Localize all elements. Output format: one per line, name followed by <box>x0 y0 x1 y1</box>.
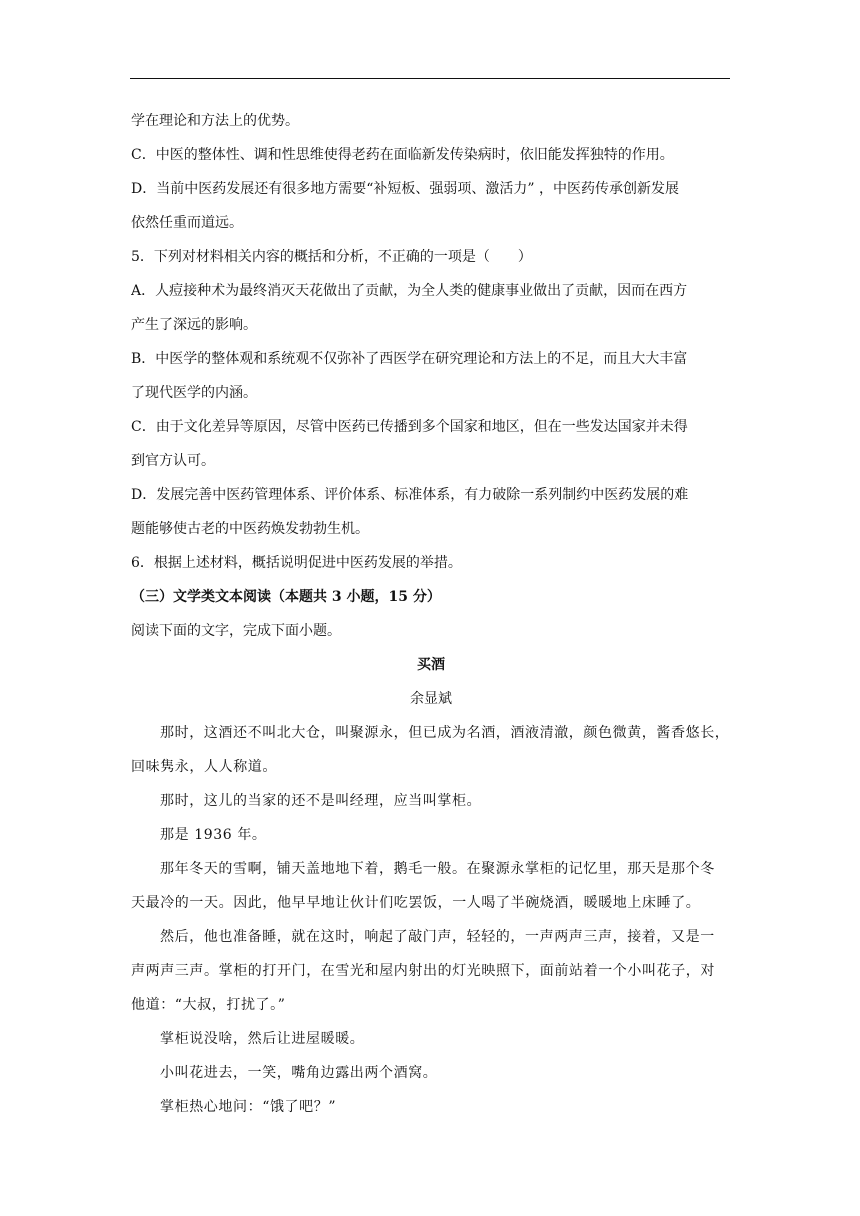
story-line: 天最冷的一天。因此，他早早地让伙计们吃罢饭，一人喝了半碗烧酒，暖暖地上床睡了。 <box>131 895 701 911</box>
text-line: 了现代医学的内涵。 <box>131 385 257 401</box>
option-b: B．中医学的整体观和系统观不仅弥补了西医学在研究理论和方法上的不足，而且大大丰富 <box>131 351 688 367</box>
story-title: 买酒 <box>417 657 445 673</box>
story-line: 回味隽永，人人称道。 <box>131 759 277 775</box>
option-c: C．中医的整体性、调和性思维使得老药在面临新发传染病时，依旧能发挥独特的作用。 <box>131 147 674 163</box>
text-line: 学在理论和方法上的优势。 <box>131 113 299 129</box>
option-c: C．由于文化差异等原因，尽管中医药已传播到多个国家和地区，但在一些发达国家并未得 <box>131 419 688 435</box>
story-paragraph: 小叫花进去，一笑，嘴角边露出两个酒窝。 <box>160 1065 438 1081</box>
story-author: 余显斌 <box>410 691 452 707</box>
option-d: D．当前中医药发展还有很多地方需要“补短板、强弱项、激活力” ，中医药传承创新发展 <box>131 181 679 197</box>
text-line: 依然任重而道远。 <box>131 215 243 231</box>
story-line: 声两声三声。掌柜的打开门，在雪光和屋内射出的灯光映照下，面前站着一个小叫花子，对 <box>131 963 715 979</box>
question-5: 5．下列对材料相关内容的概括和分析，不正确的一项是（ ） <box>131 249 532 265</box>
story-line: 他道：“大叔，打扰了。” <box>131 997 286 1013</box>
story-paragraph: 那年冬天的雪啊，铺天盖地地下着，鹅毛一般。在聚源永掌柜的记忆里，那天是那个冬 <box>160 861 715 877</box>
story-paragraph: 然后，他也准备睡，就在这时，响起了敲门声，轻轻的，一声两声三声，接着，又是一 <box>160 929 715 945</box>
story-paragraph: 那是 1936 年。 <box>160 827 267 843</box>
section-heading: （三）文学类文本阅读（本题共 3 小题，15 分） <box>131 589 441 605</box>
story-paragraph: 掌柜热心地问：“饿了吧？” <box>160 1099 337 1115</box>
option-a: A．人痘接种术为最终消灭天花做出了贡献，为全人类的健康事业做出了贡献，因而在西方 <box>131 283 688 299</box>
story-paragraph: 那时，这儿的当家的还不是叫经理，应当叫掌柜。 <box>160 793 482 809</box>
document-body <box>131 104 731 1124</box>
text-line: 题能够使古老的中医药焕发勃勃生机。 <box>131 521 369 537</box>
instruction: 阅读下面的文字，完成下面小题。 <box>131 623 341 639</box>
option-d: D．发展完善中医药管理体系、评价体系、标准体系，有力破除一系列制约中医药发展的难 <box>131 487 689 503</box>
question-6: 6．根据上述材料，概括说明促进中医药发展的举措。 <box>131 555 462 571</box>
header-rule <box>130 78 730 79</box>
text-line: 产生了深远的影响。 <box>131 317 257 333</box>
text-line: 到官方认可。 <box>131 453 215 469</box>
story-paragraph: 那时，这酒还不叫北大仓，叫聚源永，但已成为名酒，酒液清澈，颜色微黄，酱香悠长， <box>160 725 730 741</box>
story-paragraph: 掌柜说没啥，然后让进屋暖暖。 <box>160 1031 365 1047</box>
